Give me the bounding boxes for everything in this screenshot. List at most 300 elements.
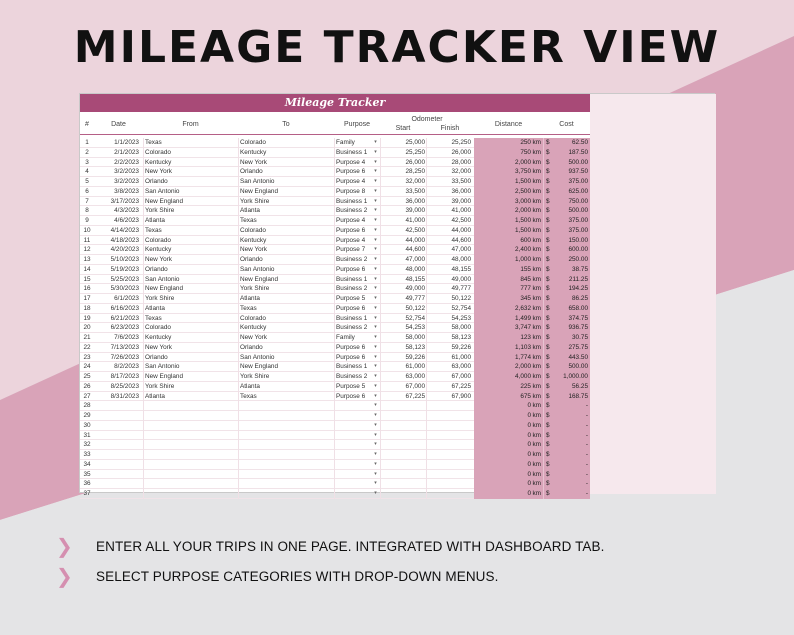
odometer-finish-cell[interactable] [426,401,472,411]
date-cell[interactable]: 8/25/2023 [110,382,139,390]
purpose-dropdown-icon[interactable]: ▾ [374,256,377,262]
to-cell[interactable]: Orlando [238,343,334,353]
to-cell[interactable] [238,401,334,411]
date-cell[interactable] [94,401,141,411]
row-number: 36 [83,480,91,488]
odometer-start-cell[interactable]: 25,250 [380,148,426,158]
odometer-start-cell[interactable]: 63,000 [380,372,426,382]
purpose-dropdown-icon[interactable]: ▾ [374,451,377,457]
purpose-cell[interactable]: Purpose 5 [334,294,371,304]
purpose-dropdown-icon[interactable]: ▾ [374,236,377,243]
purpose-dropdown-icon[interactable]: ▾ [374,334,377,340]
distance-cell [474,392,543,402]
purpose-dropdown-icon[interactable]: ▾ [374,226,377,233]
to-cell[interactable]: Atlanta [238,382,334,392]
from-cell[interactable]: New York [143,343,238,353]
from-cell[interactable]: Kentucky [143,158,238,168]
purpose-cell[interactable]: Family [334,138,371,148]
purpose-cell[interactable]: Purpose 6 [334,226,371,236]
to-cell[interactable] [238,470,334,480]
odometer-finish-cell[interactable]: 67,900 [426,392,472,402]
to-cell[interactable]: Atlanta [238,206,334,216]
to-cell[interactable] [238,460,334,470]
odometer-finish-cell[interactable] [426,421,472,431]
odometer-finish-cell[interactable] [426,460,472,470]
date-cell[interactable]: 3/2/2023 [114,178,139,185]
from-cell[interactable] [143,401,238,411]
odometer-finish-cell[interactable]: 49,777 [426,284,472,294]
to-cell[interactable]: Kentucky [238,323,334,333]
from-cell[interactable] [143,431,238,441]
purpose-cell[interactable] [334,411,371,421]
odometer-start-cell[interactable]: 59,226 [380,353,426,363]
from-cell[interactable] [143,421,238,431]
purpose-dropdown-icon[interactable]: ▾ [374,421,377,428]
odometer-start-cell[interactable] [380,440,426,450]
cost-value: - [585,412,588,419]
from-cell[interactable]: Orlando [143,353,238,363]
purpose-dropdown-icon[interactable]: ▾ [374,324,377,331]
odometer-start-cell[interactable] [380,431,426,441]
from-cell[interactable]: New York [143,167,238,177]
purpose-dropdown-icon[interactable]: ▾ [374,480,377,487]
date-cell[interactable]: 6/23/2023 [110,324,139,332]
odometer-start-cell[interactable]: 67,000 [380,382,426,392]
distance-unit: km [532,295,541,302]
purpose-dropdown-icon[interactable]: ▾ [374,373,377,379]
purpose-cell[interactable]: Purpose 8 [334,187,371,197]
from-cell[interactable] [143,440,238,450]
odometer-start-cell[interactable] [380,470,426,480]
row-number: 24 [83,363,91,371]
header-odometer: Odometer [411,116,443,123]
from-cell[interactable]: Texas [143,226,238,236]
purpose-cell[interactable]: Purpose 5 [334,382,371,392]
cost-value: - [585,480,588,488]
purpose-cell[interactable] [334,460,371,470]
date-cell[interactable]: 5/25/2023 [110,275,139,283]
odometer-finish-cell[interactable]: 67,000 [426,372,472,382]
purpose-cell[interactable]: Family [334,333,371,343]
odometer-finish-cell[interactable]: 48,155 [426,265,472,275]
purpose-cell[interactable] [334,431,371,441]
cost-value: - [585,441,588,449]
purpose-cell[interactable]: Business 2 [334,372,371,382]
from-cell[interactable]: San Antonio [143,187,238,197]
date-cell[interactable]: 7/26/2023 [110,353,139,361]
purpose-cell[interactable] [334,489,371,499]
purpose-cell[interactable]: Purpose 4 [334,216,371,226]
purpose-dropdown-icon[interactable]: ▾ [374,490,377,496]
odometer-finish-cell[interactable] [426,411,472,421]
purpose-dropdown-icon[interactable]: ▾ [374,382,377,389]
purpose-dropdown-icon[interactable]: ▾ [374,197,377,204]
purpose-dropdown-icon[interactable]: ▾ [374,246,377,253]
purpose-dropdown-icon[interactable]: ▾ [374,460,377,467]
to-cell[interactable]: Orlando [238,167,334,177]
odometer-start-cell[interactable]: 58,000 [380,333,426,343]
odometer-finish-cell[interactable]: 48,000 [426,255,472,265]
from-cell[interactable]: New England [143,372,238,382]
odometer-start-cell[interactable]: 67,225 [380,392,426,402]
odometer-finish-cell[interactable] [426,440,472,450]
distance-unit: km [532,178,541,185]
odometer-finish-cell[interactable]: 61,000 [426,353,472,363]
row-number: 37 [83,490,91,497]
date-cell[interactable] [94,479,141,489]
purpose-cell[interactable]: Purpose 4 [334,177,371,187]
odometer-start-cell[interactable]: 36,000 [380,197,426,207]
to-cell[interactable]: New England [238,187,334,197]
distance-unit: km [532,343,541,351]
date-cell[interactable]: 5/30/2023 [110,285,139,293]
row-number: 29 [83,412,91,419]
row-number: 4 [85,168,89,176]
purpose-dropdown-icon[interactable]: ▾ [374,217,377,223]
from-cell[interactable]: York Shire [143,294,238,304]
odometer-start-cell[interactable] [380,479,426,489]
from-cell[interactable]: Texas [143,314,238,324]
date-cell[interactable]: 8/17/2023 [110,373,139,380]
table-row [80,294,590,304]
purpose-dropdown-icon[interactable]: ▾ [374,295,377,301]
distance-cell [474,187,543,197]
to-cell[interactable]: Atlanta [238,294,334,304]
odometer-start-cell[interactable] [380,489,426,499]
to-cell[interactable]: York Shire [238,197,334,207]
date-cell[interactable]: 4/20/2023 [110,246,139,254]
odometer-start-cell[interactable] [380,450,426,460]
from-cell[interactable]: Orlando [143,265,238,275]
purpose-cell[interactable]: Purpose 4 [334,236,371,246]
from-cell[interactable]: Colorado [143,148,238,158]
date-cell[interactable]: 3/8/2023 [114,187,139,195]
date-cell[interactable]: 4/18/2023 [110,236,139,244]
date-cell[interactable]: 2/2/2023 [114,158,139,166]
cost-cell [543,489,590,499]
odometer-finish-cell[interactable]: 36,000 [426,187,472,197]
purpose-dropdown-icon[interactable]: ▾ [374,402,377,409]
from-cell[interactable]: Atlanta [143,304,238,314]
purpose-dropdown-icon[interactable]: ▾ [374,392,377,399]
odometer-start-cell[interactable]: 44,600 [380,245,426,255]
odometer-start-cell[interactable]: 39,000 [380,206,426,216]
from-cell[interactable]: Colorado [143,323,238,333]
purpose-dropdown-icon[interactable]: ▾ [374,265,377,272]
purpose-dropdown-icon[interactable]: ▾ [374,343,377,350]
cost-value: 375.00 [568,217,588,224]
date-cell[interactable]: 5/19/2023 [110,265,139,273]
odometer-start-cell[interactable]: 54,253 [380,323,426,333]
purpose-cell[interactable]: Business 1 [334,148,371,158]
odometer-start-cell[interactable] [380,421,426,431]
odometer-finish-cell[interactable]: 25,250 [426,138,472,148]
purpose-cell[interactable]: Purpose 7 [334,245,371,255]
to-cell[interactable] [238,431,334,441]
purpose-dropdown-icon[interactable]: ▾ [374,148,377,155]
odometer-finish-cell[interactable]: 47,000 [426,245,472,255]
odometer-finish-cell[interactable]: 41,000 [426,206,472,216]
purpose-dropdown-icon[interactable]: ▾ [374,363,377,370]
date-cell[interactable]: 3/17/2023 [110,197,139,205]
purpose-cell[interactable]: Business 2 [334,323,371,333]
distance-value: 1,500 [515,226,531,234]
distance-value: 0 [527,441,531,449]
purpose-cell[interactable]: Business 2 [334,206,371,216]
date-cell[interactable] [94,440,141,450]
cost-value: 375.00 [568,178,588,185]
purpose-cell[interactable]: Business 1 [334,275,371,285]
row-number: 9 [85,217,89,224]
to-cell[interactable]: Texas [238,304,334,314]
from-cell[interactable]: York Shire [143,206,238,216]
from-cell[interactable]: Colorado [143,236,238,246]
purpose-dropdown-icon[interactable]: ▾ [374,314,377,321]
purpose-dropdown-icon[interactable]: ▾ [374,285,377,292]
date-cell[interactable]: 4/6/2023 [114,217,139,224]
odometer-start-cell[interactable]: 28,250 [380,167,426,177]
date-cell[interactable]: 7/6/2023 [114,334,139,341]
from-cell[interactable]: Texas [143,138,238,148]
from-cell[interactable]: Orlando [143,177,238,187]
purpose-cell[interactable] [334,450,371,460]
to-cell[interactable] [238,411,334,421]
distance-unit: km [532,392,541,400]
purpose-cell[interactable] [334,421,371,431]
purpose-cell[interactable]: Business 1 [334,314,371,324]
from-cell[interactable]: New England [143,284,238,294]
odometer-finish-cell[interactable]: 42,500 [426,216,472,226]
distance-value: 0 [527,431,531,439]
from-cell[interactable]: San Antonio [143,362,238,372]
purpose-cell[interactable] [334,479,371,489]
date-cell[interactable] [94,470,141,480]
to-cell[interactable] [238,421,334,431]
odometer-start-cell[interactable]: 33,500 [380,187,426,197]
from-cell[interactable] [143,470,238,480]
date-cell[interactable] [94,411,141,421]
odometer-start-cell[interactable]: 61,000 [380,362,426,372]
purpose-dropdown-icon[interactable]: ▾ [374,441,377,448]
to-cell[interactable]: New York [238,333,334,343]
table-row [80,236,590,246]
to-cell[interactable]: New England [238,275,334,285]
odometer-finish-cell[interactable]: 39,000 [426,197,472,207]
date-cell[interactable] [94,489,141,499]
purpose-dropdown-icon[interactable]: ▾ [374,470,377,477]
to-cell[interactable]: San Antonio [238,353,334,363]
distance-value: 0 [527,402,531,410]
from-cell[interactable]: New England [143,197,238,207]
odometer-start-cell[interactable]: 41,000 [380,216,426,226]
odometer-finish-cell[interactable]: 44,600 [426,236,472,246]
odometer-finish-cell[interactable]: 50,122 [426,294,472,304]
to-cell[interactable]: Orlando [238,255,334,265]
to-cell[interactable]: Colorado [238,314,334,324]
cost-cell [543,187,590,197]
purpose-cell[interactable]: Business 1 [334,197,371,207]
odometer-start-cell[interactable]: 26,000 [380,158,426,168]
odometer-start-cell[interactable]: 49,777 [380,294,426,304]
date-cell[interactable]: 7/13/2023 [110,343,139,351]
distance-unit: km [532,324,541,332]
purpose-cell[interactable] [334,470,371,480]
distance-cell [474,265,543,275]
date-cell[interactable] [94,421,141,431]
date-cell[interactable] [94,450,141,460]
distance-value: 0 [527,490,531,497]
purpose-cell[interactable]: Business 2 [334,284,371,294]
odometer-start-cell[interactable]: 32,000 [380,177,426,187]
purpose-dropdown-icon[interactable]: ▾ [374,353,377,360]
odometer-finish-cell[interactable]: 63,000 [426,362,472,372]
to-cell[interactable]: York Shire [238,372,334,382]
purpose-cell[interactable] [334,440,371,450]
purpose-cell[interactable]: Purpose 6 [334,392,371,402]
purpose-cell[interactable]: Purpose 6 [334,353,371,363]
to-cell[interactable]: San Antonio [238,177,334,187]
date-cell[interactable]: 3/2/2023 [114,168,139,176]
odometer-start-cell[interactable]: 48,155 [380,275,426,285]
purpose-cell[interactable]: Purpose 6 [334,343,371,353]
from-cell[interactable]: York Shire [143,382,238,392]
purpose-dropdown-icon[interactable]: ▾ [374,431,377,438]
chevron-right-icon: ❯ [56,564,73,588]
odometer-finish-cell[interactable] [426,489,472,499]
purpose-cell[interactable] [334,401,371,411]
to-cell[interactable]: Kentucky [238,236,334,246]
distance-value: 345 [520,295,531,302]
purpose-cell[interactable]: Purpose 4 [334,158,371,168]
odometer-finish-cell[interactable] [426,470,472,480]
date-cell[interactable]: 8/2/2023 [114,363,139,371]
odometer-finish-cell[interactable]: 26,000 [426,148,472,158]
from-cell[interactable]: Atlanta [143,392,238,402]
purpose-dropdown-icon[interactable]: ▾ [374,168,377,175]
odometer-finish-cell[interactable]: 52,754 [426,304,472,314]
purpose-cell[interactable]: Purpose 6 [334,167,371,177]
date-cell[interactable]: 1/1/2023 [114,139,139,146]
date-cell[interactable]: 4/14/2023 [110,226,139,234]
to-cell[interactable] [238,489,334,499]
purpose-dropdown-icon[interactable]: ▾ [374,187,377,194]
odometer-finish-cell[interactable] [426,479,472,489]
row-number: 17 [83,295,91,302]
odometer-start-cell[interactable]: 25,000 [380,138,426,148]
from-cell[interactable] [143,460,238,470]
date-cell[interactable]: 5/10/2023 [110,256,139,263]
odometer-finish-cell[interactable]: 28,000 [426,158,472,168]
odometer-finish-cell[interactable]: 44,000 [426,226,472,236]
distance-cell [474,323,543,333]
from-cell[interactable] [143,411,238,421]
odometer-start-cell[interactable] [380,401,426,411]
odometer-finish-cell[interactable] [426,450,472,460]
from-cell[interactable] [143,450,238,460]
odometer-start-cell[interactable]: 52,754 [380,314,426,324]
odometer-finish-cell[interactable]: 32,000 [426,167,472,177]
to-cell[interactable]: Colorado [238,138,334,148]
purpose-cell[interactable]: Purpose 6 [334,265,371,275]
date-cell[interactable]: 4/3/2023 [114,207,139,215]
distance-value: 0 [527,470,531,478]
purpose-dropdown-icon[interactable]: ▾ [374,158,377,165]
to-cell[interactable] [238,479,334,489]
date-cell[interactable]: 6/16/2023 [110,304,139,312]
odometer-start-cell[interactable]: 58,123 [380,343,426,353]
to-cell[interactable] [238,440,334,450]
odometer-finish-cell[interactable]: 54,253 [426,314,472,324]
to-cell[interactable] [238,450,334,460]
purpose-dropdown-icon[interactable]: ▾ [374,178,377,184]
from-cell[interactable]: New York [143,255,238,265]
odometer-finish-cell[interactable] [426,431,472,441]
odometer-finish-cell[interactable]: 33,500 [426,177,472,187]
purpose-cell[interactable]: Business 2 [334,255,371,265]
from-cell[interactable]: Kentucky [143,245,238,255]
odometer-start-cell[interactable]: 44,000 [380,236,426,246]
odometer-finish-cell[interactable]: 59,226 [426,343,472,353]
to-cell[interactable]: San Antonio [238,265,334,275]
from-cell[interactable]: Kentucky [143,333,238,343]
odometer-finish-cell[interactable]: 67,225 [426,382,472,392]
to-cell[interactable]: New England [238,362,334,372]
purpose-dropdown-icon[interactable]: ▾ [374,304,377,311]
row-number: 18 [83,304,91,312]
distance-unit: km [532,421,541,429]
date-cell[interactable]: 8/31/2023 [110,392,139,400]
odometer-start-cell[interactable]: 50,122 [380,304,426,314]
odometer-start-cell[interactable] [380,411,426,421]
odometer-start-cell[interactable] [380,460,426,470]
to-cell[interactable]: New York [238,158,334,168]
odometer-start-cell[interactable]: 49,000 [380,284,426,294]
date-cell[interactable]: 6/21/2023 [110,314,139,322]
odometer-start-cell[interactable]: 48,000 [380,265,426,275]
odometer-finish-cell[interactable]: 58,123 [426,333,472,343]
from-cell[interactable]: San Antonio [143,275,238,285]
odometer-finish-cell[interactable]: 49,000 [426,275,472,285]
purpose-cell[interactable]: Business 1 [334,362,371,372]
purpose-dropdown-icon[interactable]: ▾ [374,275,377,282]
from-cell[interactable] [143,479,238,489]
cost-value: 250.00 [568,256,588,263]
purpose-cell[interactable]: Purpose 6 [334,304,371,314]
cost-cell [543,265,590,275]
to-cell[interactable]: Texas [238,216,334,226]
odometer-start-cell[interactable]: 47,000 [380,255,426,265]
to-cell[interactable]: York Shire [238,284,334,294]
date-cell[interactable]: 6/1/2023 [114,295,139,302]
purpose-dropdown-icon[interactable]: ▾ [374,207,377,214]
distance-unit: km [532,451,541,458]
odometer-finish-cell[interactable]: 58,000 [426,323,472,333]
to-cell[interactable]: Colorado [238,226,334,236]
purpose-dropdown-icon[interactable]: ▾ [374,139,377,145]
date-cell[interactable]: 2/1/2023 [114,148,139,156]
from-cell[interactable] [143,489,238,499]
to-cell[interactable]: Kentucky [238,148,334,158]
date-cell[interactable] [94,431,141,441]
currency-symbol: $ [546,392,550,400]
odometer-start-cell[interactable]: 42,500 [380,226,426,236]
cost-value: 936.75 [568,324,588,332]
date-cell[interactable] [94,460,141,470]
to-cell[interactable]: Texas [238,392,334,402]
purpose-dropdown-icon[interactable]: ▾ [374,412,377,418]
to-cell[interactable]: New York [238,245,334,255]
from-cell[interactable]: Atlanta [143,216,238,226]
